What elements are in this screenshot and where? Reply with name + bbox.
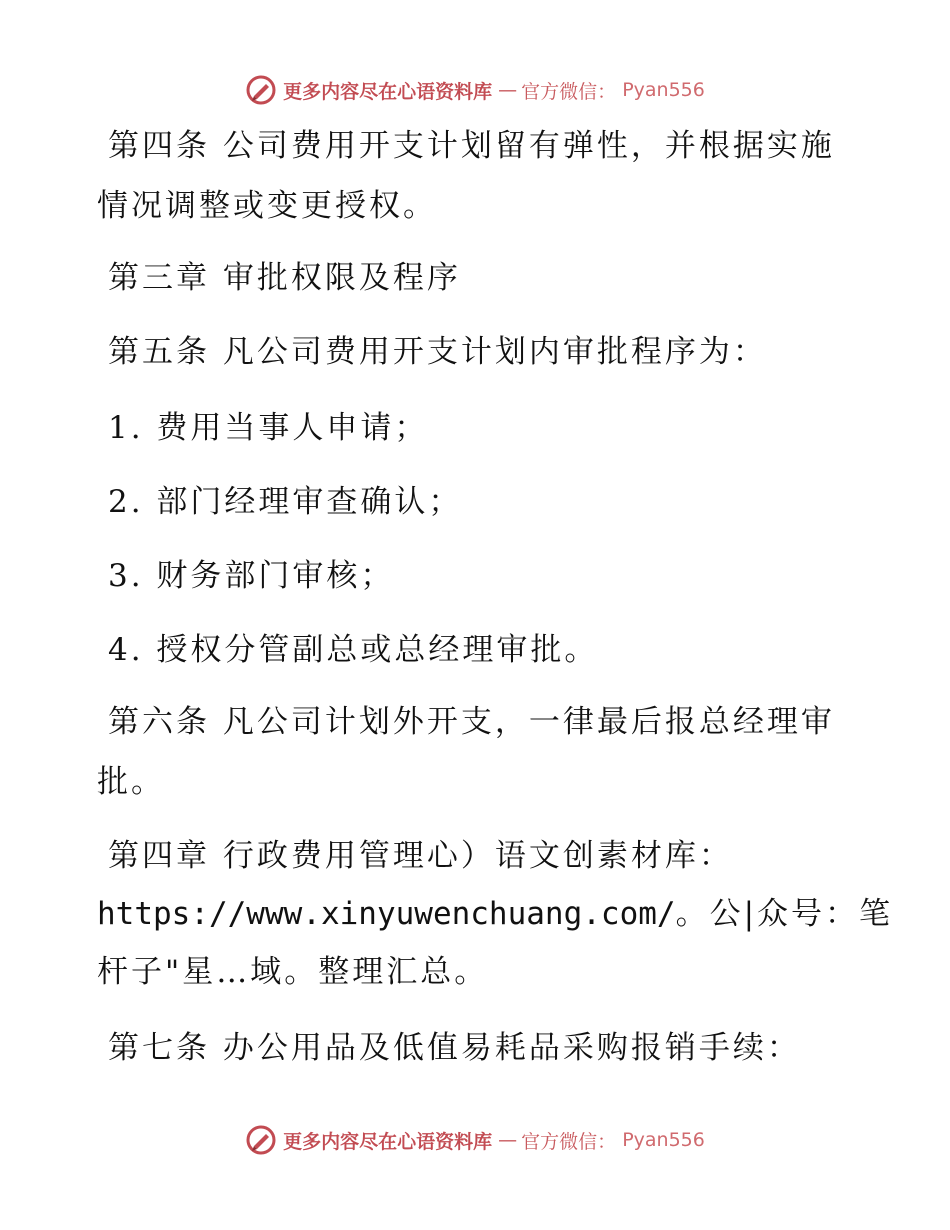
article-7: 第七条 办公用品及低值易耗品采购报销手续： — [108, 1030, 801, 1066]
chapter-3-heading: 第三章 审批权限及程序 — [108, 260, 461, 296]
pen-logo-icon — [245, 1124, 277, 1156]
watermark-banner-top — [0, 74, 950, 106]
pen-logo-icon — [245, 74, 277, 106]
article-4-line-2: 情况调整或变更授权。 — [97, 188, 437, 224]
step-3: 3. 财务部门审核； — [108, 558, 395, 594]
watermark-dash: — — [498, 1129, 516, 1151]
watermark-contact-id: Pyan556 — [622, 1129, 705, 1151]
article-5: 第五条 凡公司费用开支计划内审批程序为： — [108, 334, 767, 370]
step-4: 4. 授权分管副总或总经理审批。 — [108, 632, 599, 668]
article-6-line-2: 批。 — [97, 764, 165, 800]
chapter-4-url: https://www.xinyuwenchuang.com/ — [97, 896, 676, 932]
watermark-contact-label: 官方微信： — [521, 1130, 617, 1153]
step-2: 2. 部门经理审查确认； — [108, 484, 463, 520]
watermark-contact-id: Pyan556 — [622, 79, 705, 101]
chapter-4-line-3: 杆子"星…域。整理汇总。 — [97, 954, 489, 990]
watermark-contact-label: 官方微信： — [521, 80, 617, 103]
watermark-dash: — — [498, 79, 516, 101]
watermark-main-text: 更多内容尽在心语资料库 — [283, 80, 493, 103]
article-6-line-1: 第六条 凡公司计划外开支，一律最后报总经理审 — [108, 704, 835, 740]
watermark-main-text: 更多内容尽在心语资料库 — [283, 1130, 493, 1153]
chapter-4-line-2 — [0, 894, 950, 934]
chapter-4-line-2-rest: 。公|众号：笔 — [675, 896, 894, 932]
chapter-4-line-1: 第四章 行政费用管理心）语文创素材库： — [108, 838, 733, 874]
watermark-banner-bottom — [0, 1124, 950, 1156]
article-4-line-1: 第四条 公司费用开支计划留有弹性，并根据实施 — [108, 128, 835, 164]
step-1: 1. 费用当事人申请； — [108, 410, 429, 446]
